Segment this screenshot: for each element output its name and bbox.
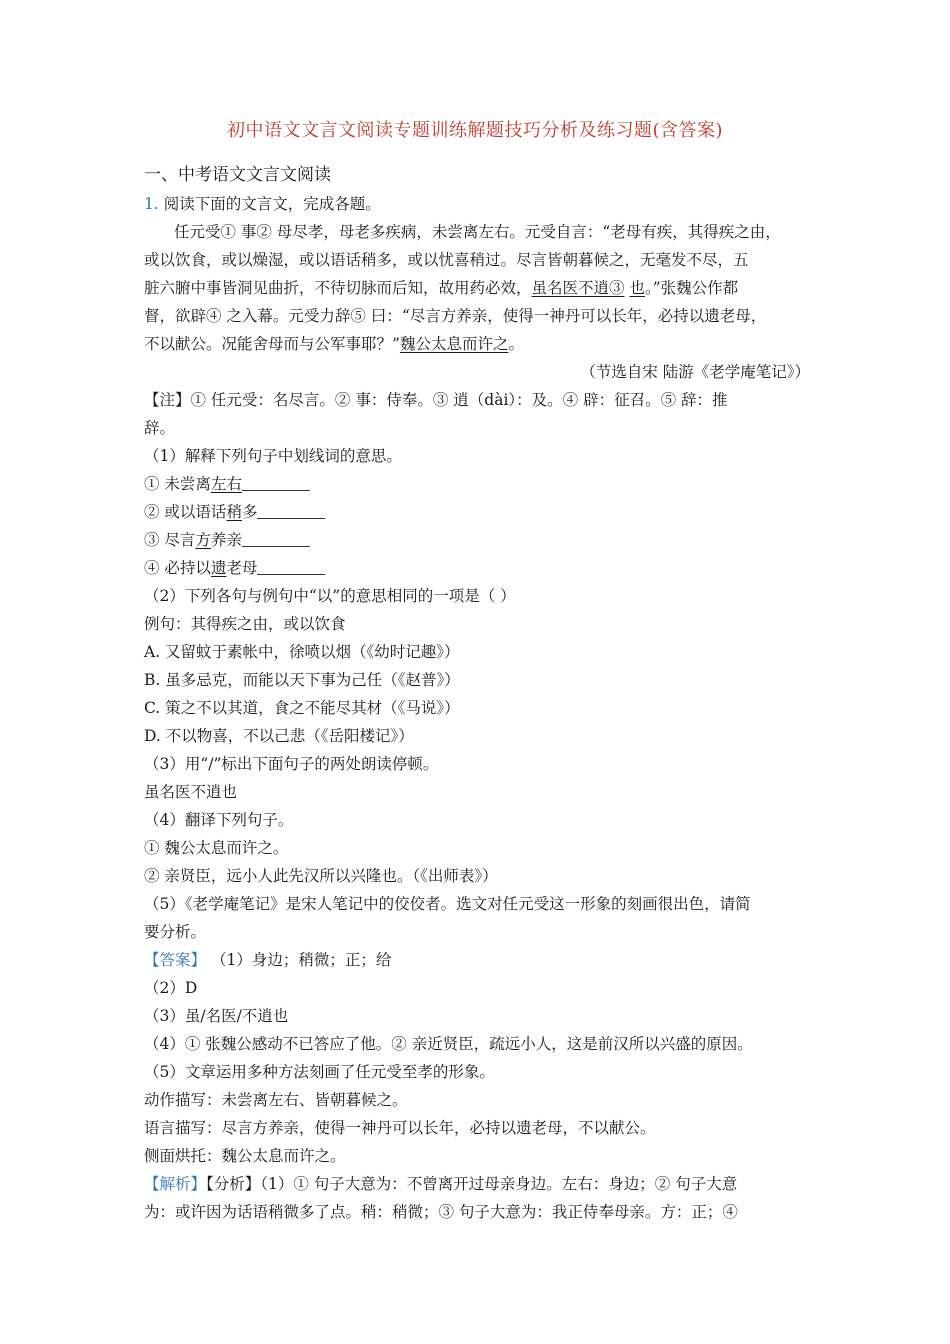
answer-line: 侧面烘托：魏公太息而许之。: [144, 1147, 346, 1165]
item-text: 老母: [226, 559, 258, 577]
question-intro: [144, 190, 810, 218]
item-text: 养亲: [210, 531, 242, 549]
item-text: ④ 必持以: [144, 559, 211, 577]
answer-tag: 【答案】: [144, 951, 207, 969]
item-text: ③ 尽言: [144, 531, 196, 549]
question-intro-text: 阅读下面的文言文，完成各题。: [163, 195, 381, 213]
option-c: C. 策之不以其道，食之不能尽其材（《马说》）: [144, 699, 460, 717]
answer-line: （4）① 张魏公感动不已答应了他。② 亲近贤臣，疏远小人，这是前汉所以兴盛的原因。: [144, 1035, 753, 1053]
document-body: [144, 160, 810, 1226]
item-text: ② 或以语话: [144, 503, 227, 521]
underlined-word: 左右: [210, 475, 242, 493]
question-1-item: [144, 526, 810, 554]
answer-line: 动作描写：未尝离左右、皆朝暮候之。: [144, 1091, 408, 1109]
question-1-item: [144, 470, 810, 498]
answer-line: （3）虽/名医/不逍也: [144, 1007, 289, 1025]
answer-blank[interactable]: [242, 472, 310, 491]
underlined-word: 稍: [226, 503, 242, 521]
answer-line: （5）文章运用多种方法刻画了任元受至孝的形象。: [144, 1063, 495, 1081]
passage-source: （节选自宋 陆游《老学庵笔记》）: [580, 363, 810, 381]
question-1-stem: （1）解释下列句子中划线词的意思。: [144, 447, 402, 465]
passage-text: 脏六腑中事皆洞见曲折，不待切脉而后知，故用药必效，: [144, 279, 532, 297]
question-4-sentence: ② 亲贤臣，远小人此先汉所以兴隆也。（《出师表》）: [144, 867, 498, 885]
passage-text: 。”张魏公作都: [644, 279, 739, 297]
note-line: 辞。: [144, 419, 176, 437]
answer-blank[interactable]: [257, 500, 325, 519]
question-number: 1.: [144, 195, 159, 213]
note-line: 【注】① 任元受：名尽言。② 事：侍奉。③ 逍（dài）：及。④ 辟：征召。⑤ 辞：推: [144, 391, 728, 409]
underlined-word: 方: [195, 531, 211, 549]
analysis-line: [144, 1170, 810, 1198]
underlined-phrase: 虽名医不逍③: [531, 279, 625, 297]
answer-blank[interactable]: [242, 528, 310, 547]
analysis-text: 【分析】（1）① 句子大意为：不曾离开过母亲身边。左右：身边；② 句子大意: [206, 1175, 738, 1193]
question-1-item: [144, 498, 810, 526]
underlined-phrase: 魏公太息而许之: [399, 335, 509, 353]
underlined-word: 遗: [210, 559, 227, 577]
question-2-stem: （2）下列各句与例句中“以”的意思相同的一项是（ ）: [144, 587, 516, 605]
answer-line: 语言描写：尽言方养亲，使得一神丹可以长年，必持以遗老母，不以献公。: [144, 1119, 656, 1137]
analysis-line: 为：或许因为话语稍微多了点。稍：稍微；③ 句子大意为：我正侍奉母亲。方：正；④: [144, 1203, 738, 1221]
underlined-phrase: 也: [629, 279, 645, 297]
section-heading: 一、中考语文文言文阅读: [144, 165, 331, 185]
item-text: 多: [241, 503, 258, 521]
question-4-sentence: ① 魏公太息而许之。: [144, 839, 289, 857]
option-d: D. 不以物喜，不以己悲（《岳阳楼记》）: [144, 727, 414, 745]
answer-text: （1）身边；稍微；正；给: [210, 951, 392, 969]
passage-line: [144, 274, 810, 302]
item-text: ① 未尝离: [144, 475, 211, 493]
question-5-line: （5）《老学庵笔记》是宋人笔记中的佼佼者。选文对任元受这一形象的刻画很出色，请简: [144, 895, 751, 913]
question-3-sentence: 虽名医不逍也: [144, 783, 238, 801]
analysis-tag: 【解析】: [144, 1175, 207, 1193]
question-4-stem: （4）翻译下列句子。: [144, 811, 294, 829]
passage-line: 督，欲辟④ 之入幕。元受力辞⑤ 曰：“尽言方养亲，使得一神丹可以长年，必持以遗老母，: [144, 307, 767, 325]
passage-line: 或以饮食，或以燥湿，或以语话稍多，或以忧喜稍过。尽言皆朝暮候之，无毫发不尽，五: [144, 251, 749, 269]
question-3-stem: （3）用“/”标出下面句子的两处朗读停顿。: [144, 755, 439, 773]
question-5-line: 要分析。: [144, 923, 207, 941]
answer-line: （2）D: [144, 979, 198, 997]
answer-blank[interactable]: [257, 556, 325, 575]
answer-line: [144, 946, 810, 974]
question-1-item: [144, 554, 810, 582]
document-title: 初中语文文言文阅读专题训练解题技巧分析及练习题(含答案): [226, 120, 724, 141]
question-2-example: 例句：其得疾之由，或以饮食: [144, 615, 346, 633]
passage-line: [144, 330, 810, 358]
passage-line: 任元受① 事② 母尽孝，母老多疾病，未尝离左右。元受自言：“老母有疾，其得疾之由，: [174, 223, 781, 241]
passage-text: 不以献公。况能舍母而与公军事耶？”: [144, 335, 400, 353]
option-b: B. 虽多忌克，而能以天下事为己任（《赵普》）: [144, 671, 460, 689]
option-a: A. 又留蚊于素帐中，徐喷以烟（《幼时记趣》）: [144, 643, 460, 661]
passage-text: 。: [508, 335, 524, 353]
